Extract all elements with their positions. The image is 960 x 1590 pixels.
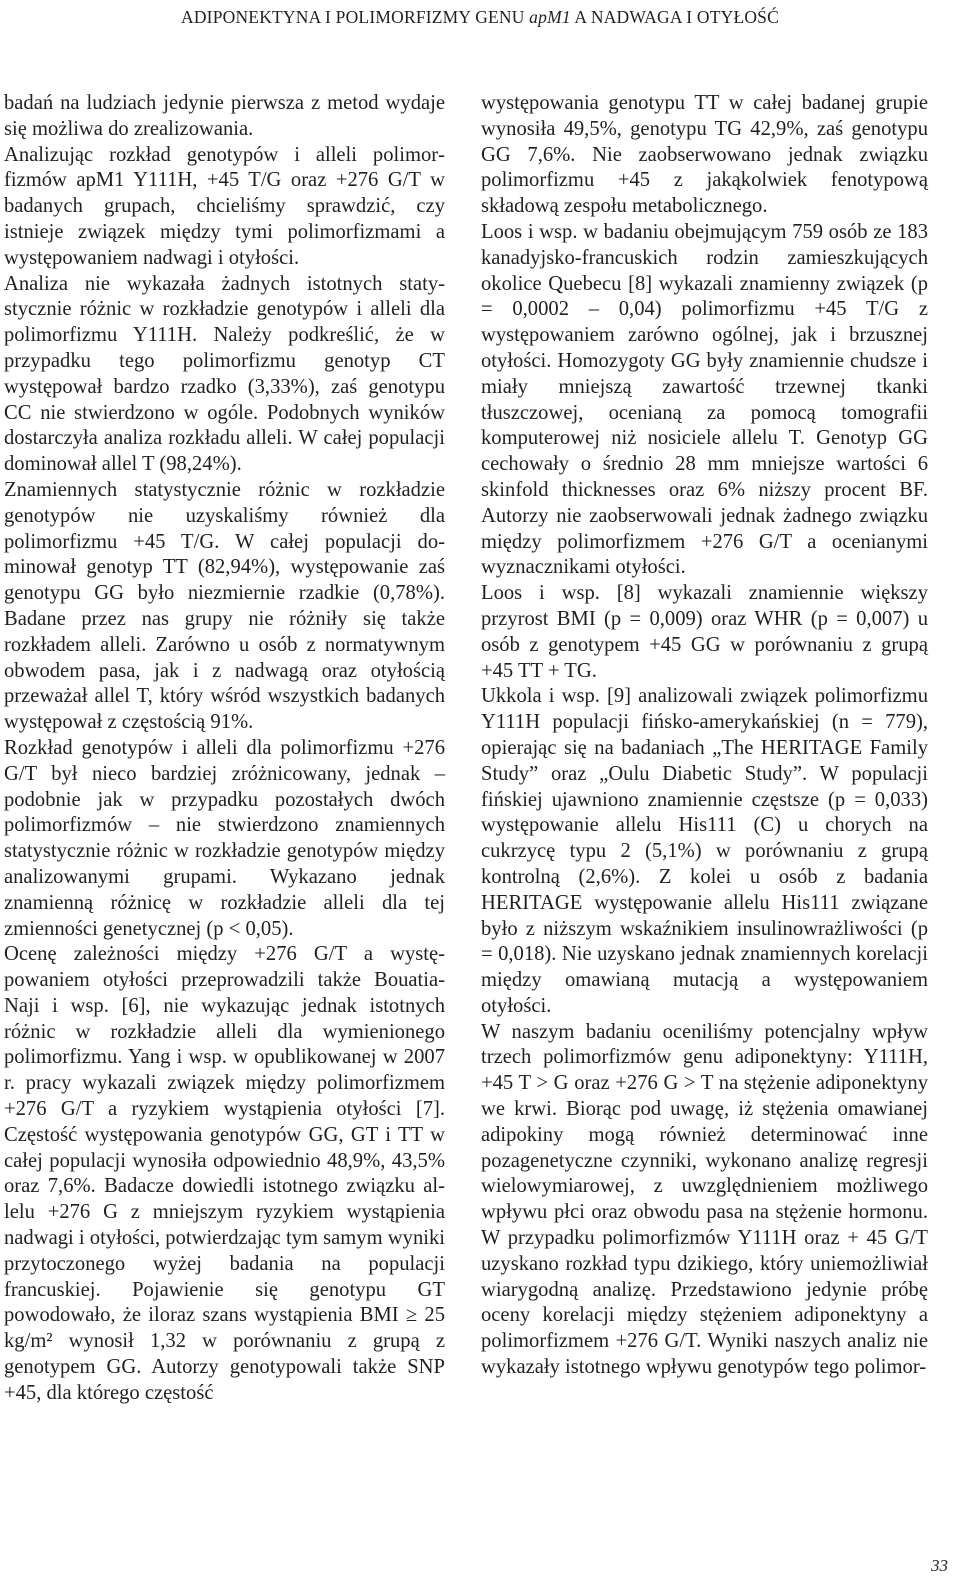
paragraph: Ocenę zależności między +276 G/T a występowaniem otyłości przeprowadzili także Bouatia-Naji i wsp. [6], nie wykazując jednak istotnych różnic w rozkładzie alleli dla wymienionego polimorfizmu. Yang i wsp. w opublikowanej w 2007 r. pracy wykazali związek między polimorfizmem +276 G/T a ryzykiem wystąpienia otyłości [7]. Częstość występowania genotypów GG, GT i TT w całej populacji wynosiła odpowiednio 48,9%, 43,5% oraz 7,6%. Badacze dowiedli istotnego związku allelu +276 G z mniejszym ryzykiem wystąpienia nadwagi i otyłości, potwierdzając tym samym wyniki przytoczonego wyżej badania na populacji francuskiej. Pojawienie się genotypu GT powodowało, że iloraz szans wystąpienia BMI ≥ 25 kg/m² wynosił 1,32 w porównaniu z grupą z genotypem GG. Autorzy genotypowali także SNP +45, dla którego częstość: [4, 943, 445, 1404]
paragraph: badań na ludziach jedynie pierwsza z metod wydaje się możliwa do zrealizowania.: [4, 92, 445, 140]
paragraph: Loos i wsp. w badaniu obejmującym 759 osób ze 183 kanadyjsko-francuskich rodzin zamieszkujących okolice Quebecu [8] wykazali znamienny związek (p = 0,0002 – 0,04) polimorfizmu +45 T/G z występowaniem zarówno ogólnej, jak i brzusznej otyłości. Homozygoty GG były znamiennie chudsze i miały mniejszą zawartość trzewnej tkanki tłuszczowej, ocenianą za pomocą tomografii komputerowej niż nosiciele allelu T. Genotyp GG cechowały o średnio 28 mm mniejsze wartości 6 skinfold thicknesses oraz 6% niższy procent BF. Autorzy nie zaobserwowali jednak żadnego związku między polimorfizmem +276 G/T a ocenianymi wyznacznikami otyłości.: [481, 220, 928, 579]
paragraph: Znamiennych statystycznie różnic w rozkładzie genotypów nie uzyskaliśmy również dla polimorfizmu +45 T/G. W całej populacji dominował genotyp TT (82,94%), występowanie zaś genotypu GG było niezmiernie rzadkie (0,78%). Badane przez nas grupy nie różniły się także rozkładem alleli. Zarówno u osób z normatywnym obwodem pasa, jak i z nadwagą oraz otyłością przeważał allel T, który wśród wszystkich badanych występował z częstością 91%.: [4, 478, 445, 734]
paragraph: W naszym badaniu oceniliśmy potencjalny wpływ trzech polimorfizmów genu adiponektyny: Y111H, +45 T > G oraz +276 G > T na stężenie adiponektyny we krwi. Biorąc pod uwagę, iż stężenia omawianej adipokiny mogą również determinować inne pozagenetyczne czynniki, wykonano analizę regresji wielowymiarowej, z uwzględnieniem możliwego wpływu płci oraz obwodu pasa na stężenie hormonu. W przypadku polimorfizmów Y111H oraz + 45 G/T uzyskano rozkład typu dzikiego, który uniemożliwiał wiarygodną analizę. Przedstawiono jedynie próbę oceny korelacji między stężeniem adiponektyny a polimorfizmem +276 G/T. Wyniki naszych analiz nie wykazały istotnego wpływu genotypów tego polimor-: [481, 1020, 928, 1379]
header-title-after: A NADWAGA I OTYŁOŚĆ: [570, 7, 779, 27]
paragraph: Analiza nie wykazała żadnych istotnych statystycznie różnic w rozkładzie genotypów i alleli dla polimorfizmu Y111H. Należy podkreślić, że w przypadku tego polimorfizmu genotyp CT występował bardzo rzadko (3,33%), zaś genotypu CC nie stwierdzono w ogóle. Podobnych wyników dostarczyła analiza rozkładu alleli. W całej populacji dominował allel T (98,24%).: [4, 272, 445, 476]
header-title-before: ADIPONEKTYNA I POLIMORFIZMY GENU: [181, 7, 530, 27]
paragraph: Analizując rozkład genotypów i alleli polimorfizmów apM1 Y111H, +45 T/G oraz +276 G/T w badanych grupach, chcieliśmy sprawdzić, czy istnieje związek między tymi polimorfizmami a występowaniem nadwagi i otyłości.: [4, 143, 445, 269]
paragraph: Ukkola i wsp. [9] analizowali związek polimorfizmu Y111H populacji fińsko-amerykańskiej (n = 779), opierając się na badaniach „The HERITAGE Family Study” oraz „Oulu Diabetic Study”. W populacji fińskiej ujawniono znamiennie częstsze (p = 0,033) występowanie allelu His111 (C) u chorych na cukrzycę typu 2 (5,1%) w porównaniu z grupą kontrolną (2,6%). Z kolei u osób z badania HERITAGE występowanie allelu His111 związane było z niższym wskaźnikiem insulinowrażliwości (p = 0,018). Nie uzyskano jednak znamiennych korelacji między omawianą mutacją a występowaniem otyłości.: [481, 685, 928, 1017]
header-gene-name: apM1: [529, 7, 571, 27]
paragraph: Rozkład genotypów i alleli dla polimorfizmu +276 G/T był nieco bardziej zróżnicowany, jednak – podobnie jak w przypadku pozostałych dwóch polimorfizmów – nie stwierdzono znamiennych statystycznie różnic w rozkładzie genotypów między analizowanymi grupami. Wykazano jednak znamienną różnicę w rozkładzie alleli dla tej zmienności genetycznej (p < 0,05).: [4, 736, 445, 940]
page-number: 33: [931, 1556, 948, 1575]
paragraph: Loos i wsp. [8] wykazali znamiennie większy przyrost BMI (p = 0,009) oraz WHR (p = 0,007) u osób z genotypem +45 GG w porównaniu z grupą +45 TT + TG.: [481, 582, 928, 682]
right-text-column: [481, 91, 928, 1381]
running-header: [0, 7, 960, 28]
left-text-column: [4, 91, 445, 1407]
paragraph: występowania genotypu TT w całej badanej grupie wynosiła 49,5%, genotypu TG 42,9%, zaś genotypu GG 7,6%. Nie zaobserwowano jednak związku polimorfizmu +45 z jakąkolwiek fenotypową składową zespołu metabolicznego.: [481, 92, 928, 218]
